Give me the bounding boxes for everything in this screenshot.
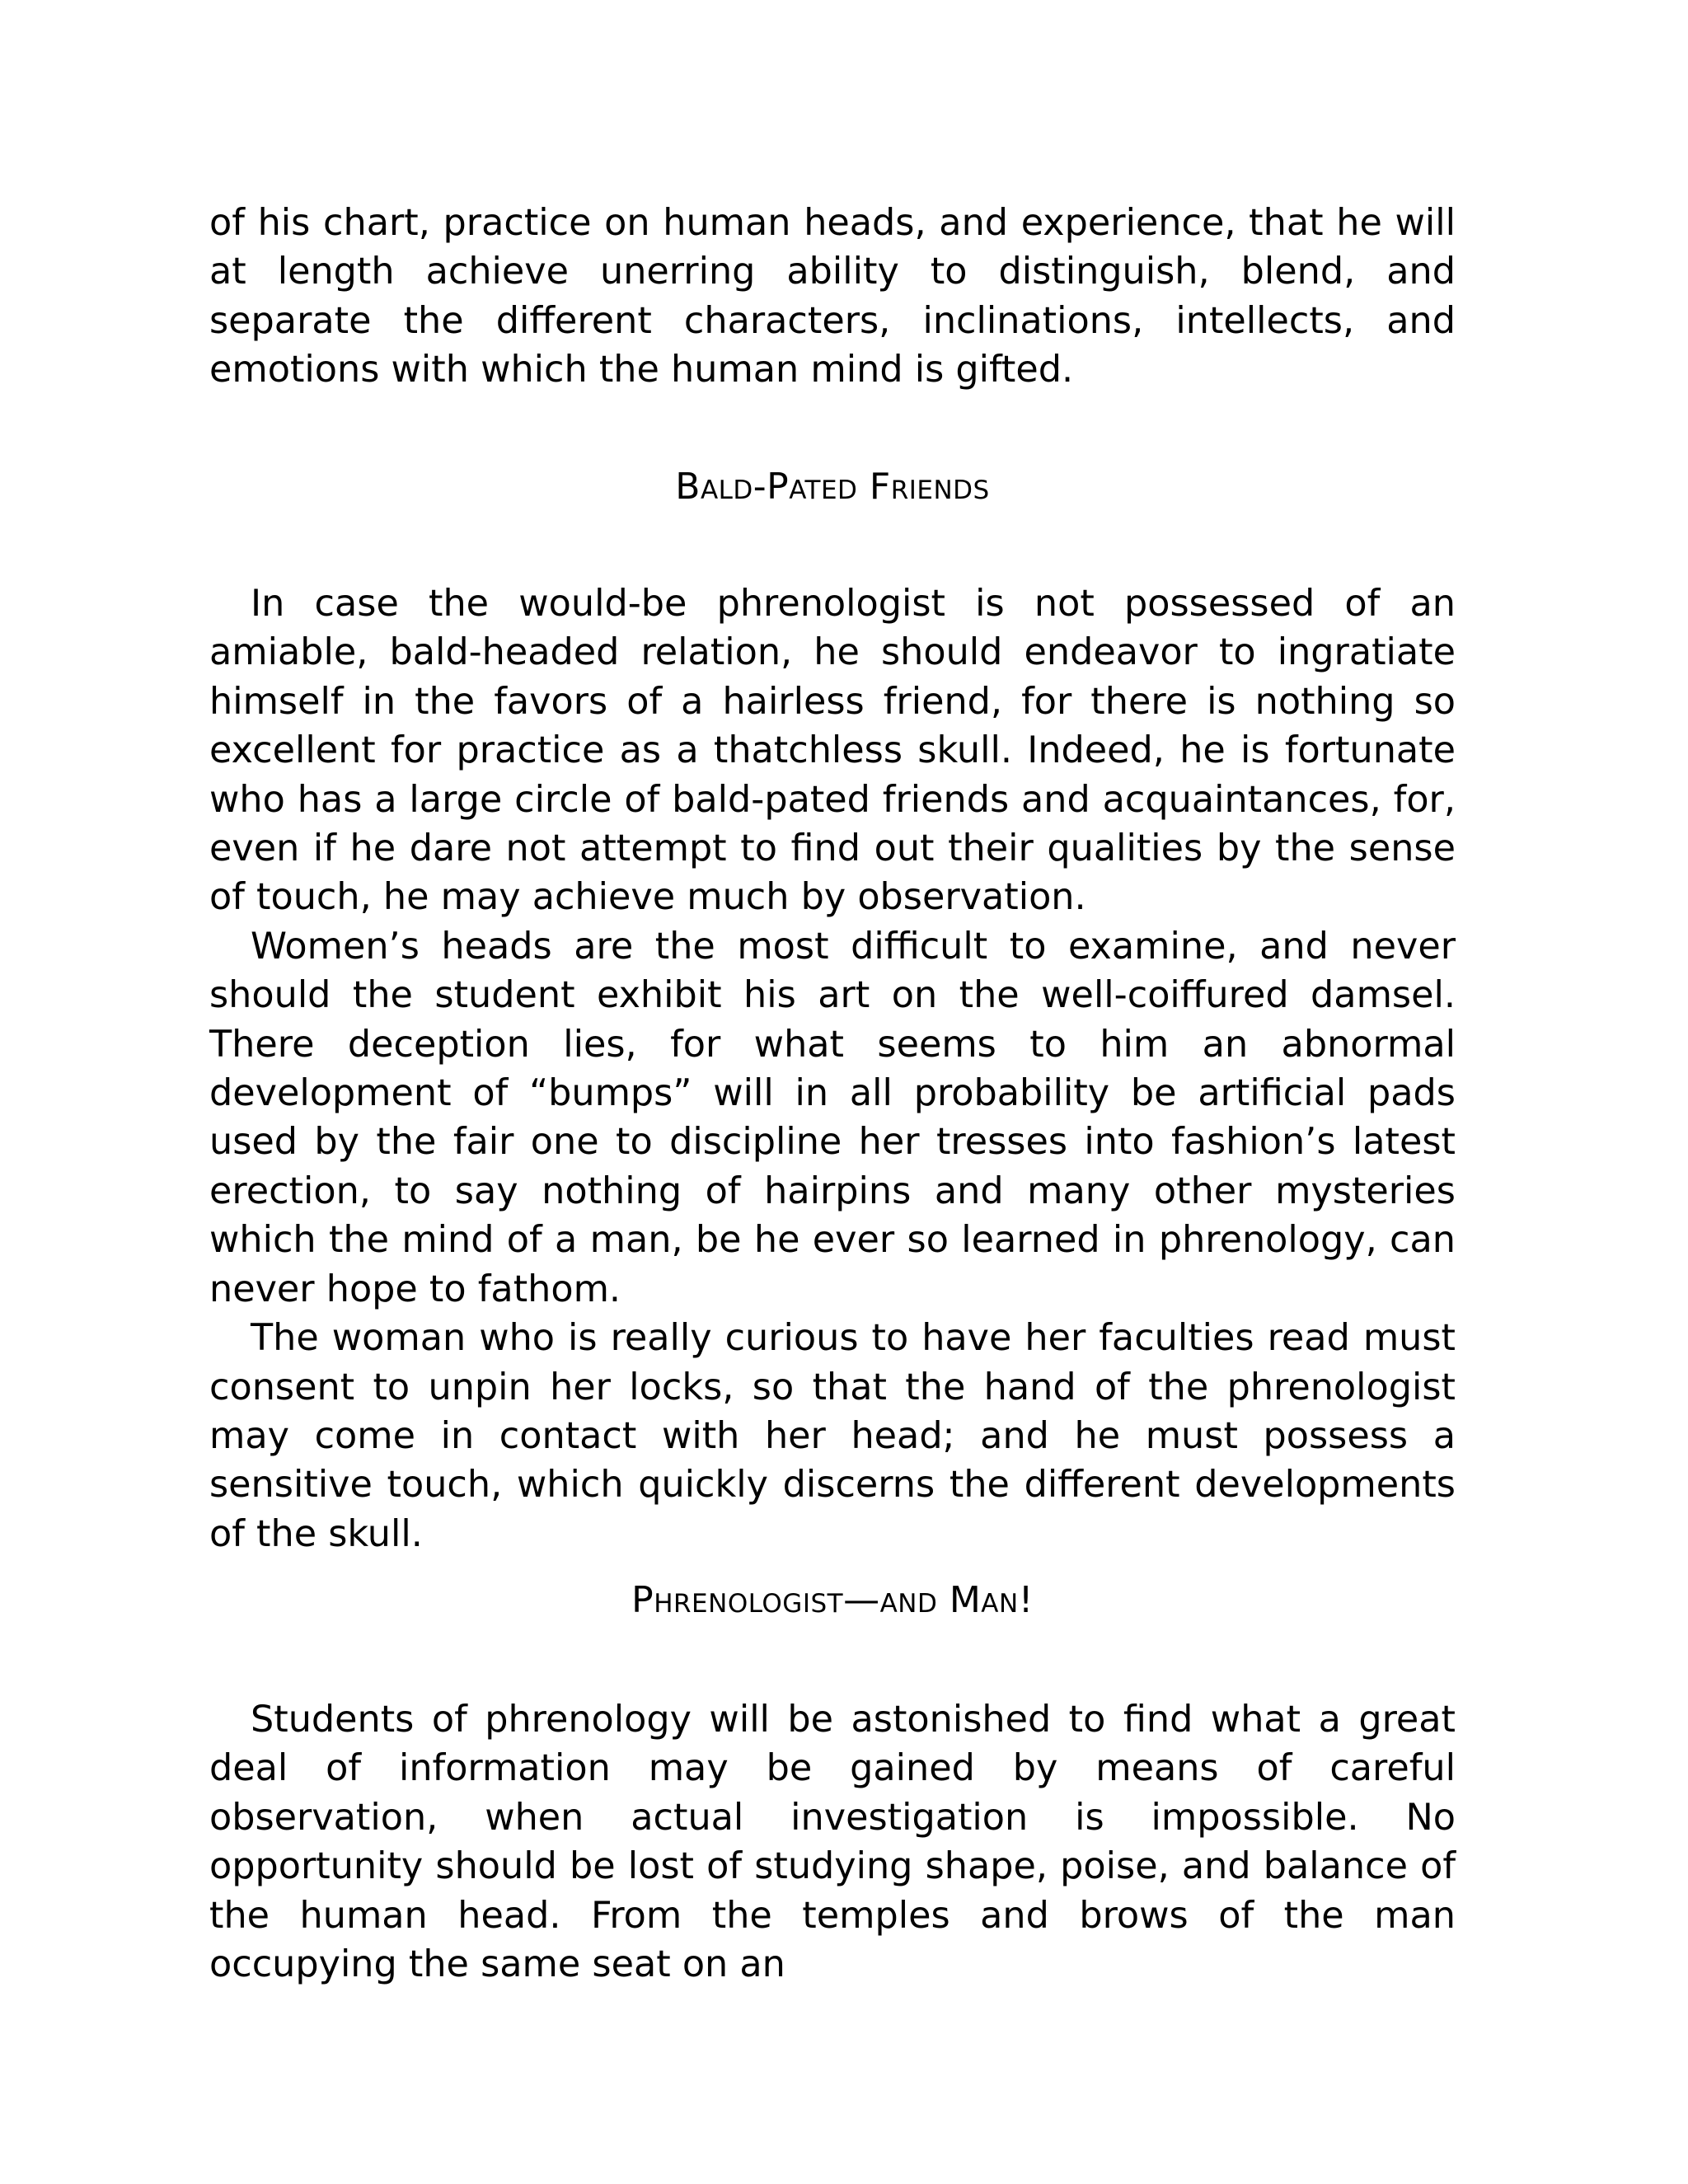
- section-heading-phrenologist-and-man: Phrenologist—and Man!: [631, 1579, 1034, 1621]
- section1-body: [209, 579, 1456, 1558]
- opening-paragraph: of his chart, practice on human heads, and experience, that he will at length achieve unerring ability to distinguish, blend, and separate the different characters, inclinations, intellects, and emotions with which the human mind is gifted.: [209, 202, 1456, 391]
- section2-paragraph-1: Students of phrenology will be astonished to find what a great deal of information may be gained by means of careful observation, when actual investigation is impossible. No opportunity should be lost of studying shape, poise, and balance of the human head. From the temples and brows of the man occupying the same seat on an: [209, 1699, 1456, 1986]
- opening-text-block: [209, 199, 1456, 395]
- section1-paragraph-3: The woman who is really curious to have her faculties read must consent to unpin her locks, so that the hand of the phrenologist may come in contact with her head; and he must possess a sensitive touch, which quickly discerns the different developments of the skull.: [209, 1317, 1456, 1555]
- section1-paragraph-1: In case the would-be phrenologist is not possessed of an amiable, bald-headed relation, he should endeavor to ingratiate himself in the favors of a hairless friend, for there is nothing so excellent for practice as a thatchless skull. Indeed, he is fortunate who has a large circle of bald-pated friends and acquaintances, for, even if he dare not attempt to find out their qualities by the sense of touch, he may achieve much by observation.: [209, 583, 1456, 919]
- section-heading-bald-pated-friends: Bald-Pated Friends: [675, 466, 990, 508]
- section2-body: [209, 1695, 1456, 1989]
- section1-paragraph-2: Women’s heads are the most difficult to examine, and never should the student exhibit his art on the well-coiffured damsel. There deception lies, for what seems to him an abnormal development of “bumps” will in all probability be artificial pads used by the fair one to discipline her tresses into fashion’s latest erection, to say nothing of hairpins and many other mysteries which the mind of a man, be he ever so learned in phrenology, can never hope to fathom.: [209, 925, 1456, 1310]
